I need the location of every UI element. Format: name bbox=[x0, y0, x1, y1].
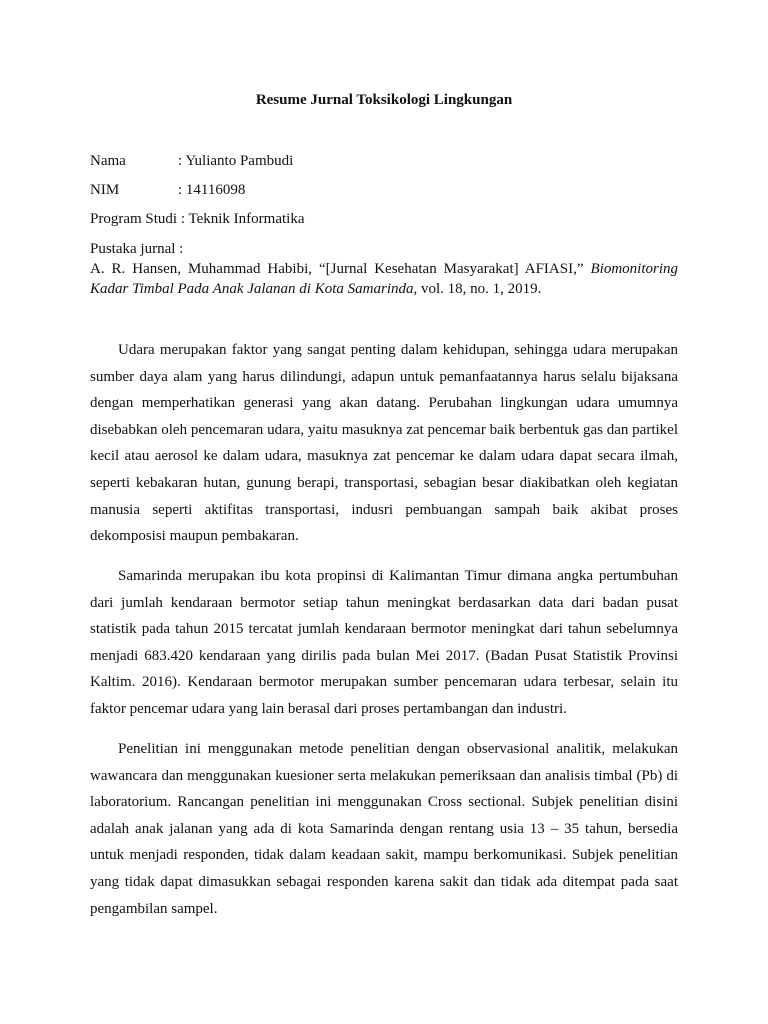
paragraph-text: Udara merupakan faktor yang sangat penting dalam kehidupan, sehingga udara merupakan sumber daya alam yang harus dilindungi, adapun untuk pemanfaatannya harus selalu bijaksana dengan memperhatikan generasi yang akan datang. Perubahan lingkungan udara umumnya disebabkan oleh pencemaran udara, yaitu masuknya zat pencemar baik berbentuk gas dan partikel kecil atau aerosol ke dalam udara, masuknya zat pencemar ke dalam udara dapat secara ilmah, seperti kebakaran hutan, gunung berapi, transportasi, sebagian besar diakibatkan oleh kegiatan manusia seperti aktifitas transportasi, indusri pembuangan sampah baik akibat proses dekomposisi maupun pembakaran. bbox=[90, 342, 678, 545]
paragraph-text: Penelitian ini menggunakan metode penelitian dengan observasional analitik, melakukan wawancara dan menggunakan kuesioner serta melakukan pemeriksaan dan analisis timbal (Pb) di laboratorium. Rancangan penelitian ini menggunakan Cross sectional. Subjek penelitian disini adalah anak jalanan yang ada di kota Samarinda dengan rentang usia 13 – 35 tahun, bersedia untuk menjadi responden, tidak dalam keadaan sakit, mampu berkomunikasi. Subjek penelitian yang tidak dapat dimasukkan sebagai responden karena sakit dan tidak ada ditempat pada saat pengambilan sampel. bbox=[90, 741, 678, 917]
field-nama bbox=[90, 152, 680, 170]
reference-authors: A. R. Hansen, Muhammad Habibi, “[Jurnal Kesehatan Masyarakat] AFIASI,” bbox=[90, 261, 584, 277]
reference-suffix: , vol. 18, no. 1, 2019. bbox=[413, 281, 542, 297]
reference-citation bbox=[90, 259, 678, 299]
reference-label: Pustaka jurnal : bbox=[90, 241, 184, 257]
paragraph-text: Samarinda merupakan ibu kota propinsi di Kalimantan Timur dimana angka pertumbuhan dari jumlah kendaraan bermotor setiap tahun meningkat berdasarkan data dari badan pusat statistik pada tahun 2015 tercatat jumlah kendaraan bermotor meningkat dari tahun sebelumnya menjadi 683.420 kendaraan yang dirilis pada bulan Mei 2017. (Badan Pusat Statistik Provinsi Kaltim. 2016). Kendaraan bermotor merupakan sumber pencemaran udara terbesar, selain itu faktor pencemar udara yang lain berasal dari proses pertambangan dan industri. bbox=[90, 568, 678, 717]
field-prodi bbox=[90, 210, 680, 228]
field-nim bbox=[90, 181, 680, 199]
field-prodi-value: : Teknik Informatika bbox=[177, 211, 305, 227]
field-nama-value: : Yulianto Pambudi bbox=[178, 153, 294, 169]
paragraph-3 bbox=[90, 736, 678, 922]
paragraph-1 bbox=[90, 337, 678, 550]
reference-block bbox=[90, 239, 678, 299]
field-prodi-label: Program Studi bbox=[90, 211, 178, 227]
field-nama-label: Nama bbox=[90, 153, 126, 169]
paragraph-2 bbox=[90, 563, 678, 723]
document-title: Resume Jurnal Toksikologi Lingkungan bbox=[255, 92, 513, 108]
field-nim-label: NIM bbox=[90, 182, 120, 198]
field-nim-value: : 14116098 bbox=[178, 182, 246, 198]
reference-article-title: Biomonitoring Kadar Timbal Pada Anak Jalanan di Kota Samarinda bbox=[90, 261, 678, 297]
